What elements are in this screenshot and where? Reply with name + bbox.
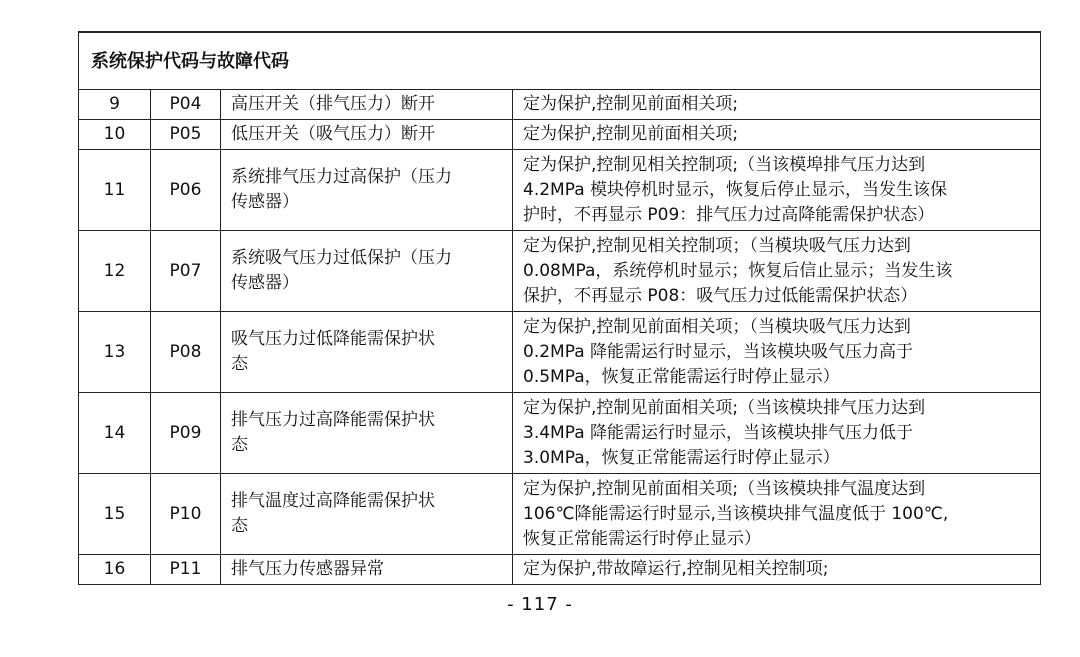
- handling-line: 定为保护,控制见相关控制项;（当该模埠排气压力达到: [523, 154, 926, 175]
- handling-line: 保护，不再显示 P08：吸气压力过低能需保护状态）: [523, 285, 918, 306]
- handling-line: 定为保护,控制见前面相关项;（当该模块排气压力达到: [523, 397, 926, 418]
- row-number: 11: [79, 150, 151, 231]
- table-row: [79, 90, 1041, 120]
- page-number: - 117 -: [507, 594, 573, 615]
- fault-description: [221, 555, 513, 585]
- handling-line: 3.0MPa，恢复正常能需运行时停止显示）: [523, 447, 840, 468]
- row-number: 14: [79, 393, 151, 474]
- description-line: 态: [231, 354, 248, 374]
- fault-code: P07: [151, 231, 221, 312]
- handling-line: 定为保护,控制见前面相关项；（当模块吸气压力达到: [523, 316, 911, 337]
- table-row: [79, 120, 1041, 150]
- fault-handling: [513, 474, 1041, 555]
- description-line: 高压开关（排气压力）断开: [231, 94, 435, 114]
- code-table: [78, 31, 1041, 585]
- row-number: 16: [79, 555, 151, 585]
- description-line: 传感器）: [231, 192, 299, 212]
- description-line: 系统吸气压力过低保护（压力: [231, 248, 452, 268]
- description-line: 态: [231, 516, 248, 536]
- fault-description: [221, 474, 513, 555]
- table-row: [79, 312, 1041, 393]
- fault-description: [221, 312, 513, 393]
- handling-line: 恢复正常能需运行时停止显示）: [523, 528, 761, 549]
- description-line: 吸气压力过低降能需保护状: [231, 329, 435, 349]
- fault-code: P08: [151, 312, 221, 393]
- handling-line: 4.2MPa 模块停机时显示，恢复后停止显示，当发生该保: [523, 179, 948, 200]
- description-line: 系统排气压力过高保护（压力: [231, 167, 452, 187]
- fault-code: P11: [151, 555, 221, 585]
- handling-line: 0.5MPa，恢复正常能需运行时停止显示）: [523, 366, 840, 387]
- fault-handling: [513, 393, 1041, 474]
- fault-description: [221, 120, 513, 150]
- table-row: [79, 474, 1041, 555]
- table-row: [79, 231, 1041, 312]
- fault-description: [221, 90, 513, 120]
- handling-line: 3.4MPa 降能需运行时显示，当该模块排气压力低于: [523, 422, 914, 443]
- handling-line: 0.2MPa 降能需运行时显示，当该模块吸气压力高于: [523, 341, 914, 362]
- table-row: [79, 555, 1041, 585]
- fault-code: P09: [151, 393, 221, 474]
- table-row: [79, 393, 1041, 474]
- description-line: 排气压力过高降能需保护状: [231, 410, 435, 430]
- handling-line: 定为保护,带故障运行,控制见相关控制项;: [523, 559, 829, 579]
- handling-line: 定为保护,控制见相关控制项；（当模块吸气压力达到: [523, 235, 911, 256]
- row-number: 10: [79, 120, 151, 150]
- fault-description: [221, 231, 513, 312]
- fault-code: P06: [151, 150, 221, 231]
- fault-handling: [513, 150, 1041, 231]
- fault-handling: [513, 231, 1041, 312]
- fault-code: P10: [151, 474, 221, 555]
- fault-handling: [513, 555, 1041, 585]
- row-number: 12: [79, 231, 151, 312]
- table-title-row: [79, 32, 1041, 90]
- handling-line: 106℃降能需运行时显示,当该模块排气温度低于 100℃,: [523, 503, 949, 524]
- handling-line: 定为保护,控制见前面相关项;（当该模块排气温度达到: [523, 478, 926, 499]
- fault-description: [221, 393, 513, 474]
- description-line: 排气温度过高降能需保护状: [231, 491, 435, 511]
- row-number: 13: [79, 312, 151, 393]
- description-line: 传感器）: [231, 273, 299, 293]
- handling-line: 护时，不再显示 P09：排气压力过高降能需保护状态）: [523, 204, 935, 225]
- fault-code: P04: [151, 90, 221, 120]
- fault-handling: [513, 120, 1041, 150]
- handling-line: 定为保护,控制见前面相关项;: [523, 124, 739, 144]
- handling-line: 0.08MPa，系统停机时显示；恢复后信止显示；当发生该: [523, 260, 953, 281]
- row-number: 15: [79, 474, 151, 555]
- table-title: 系统保护代码与故障代码: [79, 32, 1041, 90]
- row-number: 9: [79, 90, 151, 120]
- fault-handling: [513, 312, 1041, 393]
- fault-code: P05: [151, 120, 221, 150]
- table-body: [79, 32, 1041, 585]
- fault-handling: [513, 90, 1041, 120]
- description-line: 排气压力传感器异常: [231, 559, 384, 579]
- table-row: [79, 150, 1041, 231]
- description-line: 态: [231, 435, 248, 455]
- fault-description: [221, 150, 513, 231]
- handling-line: 定为保护,控制见前面相关项;: [523, 94, 739, 114]
- description-line: 低压开关（吸气压力）断开: [231, 124, 435, 144]
